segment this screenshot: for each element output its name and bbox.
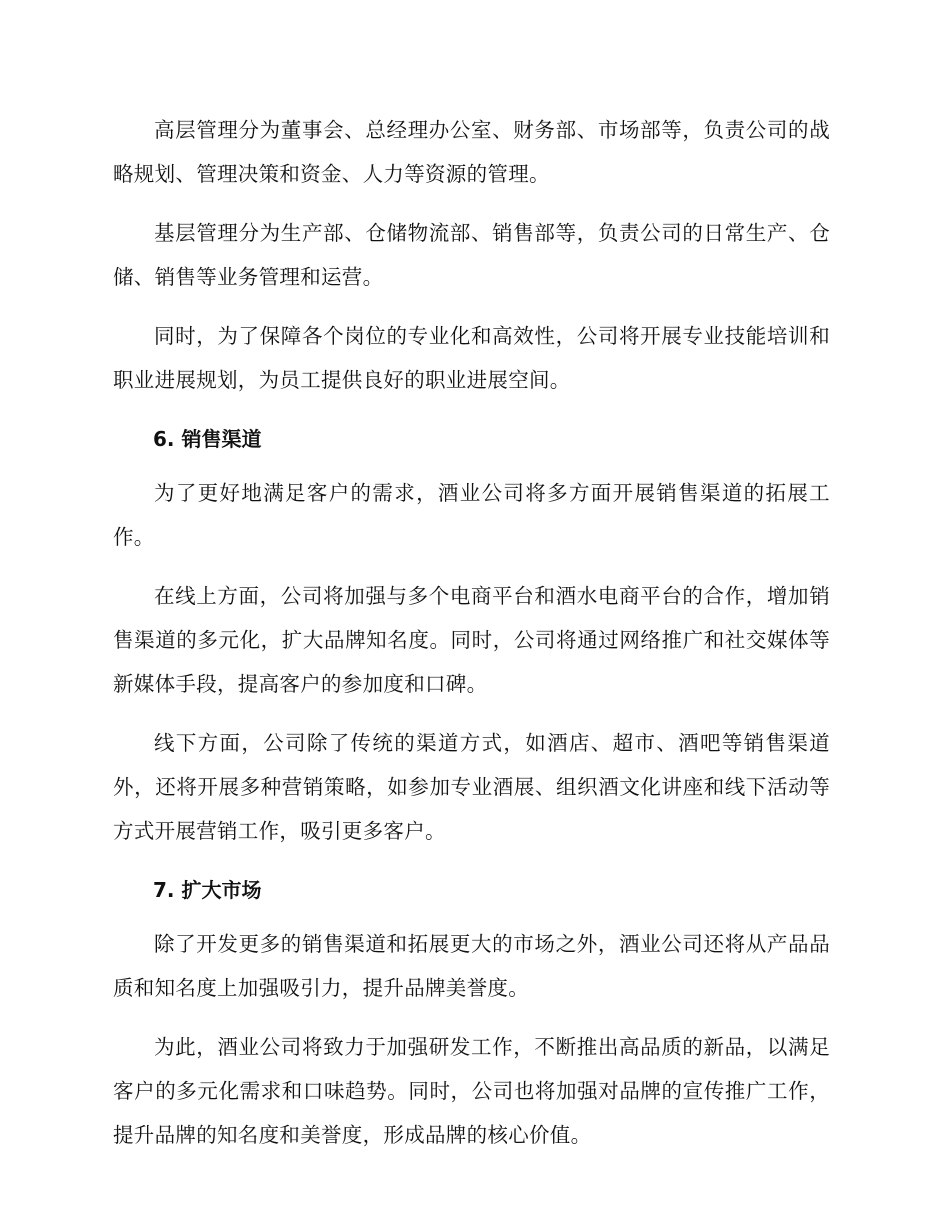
heading-sales-channels: 6. 销售渠道 xyxy=(153,427,262,451)
heading-market-expansion: 7. 扩大市场 xyxy=(153,878,262,902)
paragraph-rnd-branding: 为此，酒业公司将致力于加强研发工作，不断推出高品质的新品，以满足客户的多元化需求和口味趋势。同时，公司也将加强对品牌的宣传推广工作，提升品牌的知名度和美誉度，形成品牌的核心价值。 xyxy=(113,1035,830,1147)
paragraph-offline-channels: 线下方面，公司除了传统的渠道方式，如酒店、超市、酒吧等销售渠道外，还将开展多种营销策略，如参加专业酒展、组织酒文化讲座和线下活动等方式开展营销工作，吸引更多客户。 xyxy=(113,731,830,843)
paragraph-channel-expansion: 为了更好地满足客户的需求，酒业公司将多方面开展销售渠道的拓展工作。 xyxy=(113,481,830,549)
paragraph-senior-management: 高层管理分为董事会、总经理办公室、财务部、市场部等，负责公司的战略规划、管理决策和资金、人力等资源的管理。 xyxy=(113,118,830,186)
paragraph-training: 同时，为了保障各个岗位的专业化和高效性，公司将开展专业技能培训和职业进展规划，为员工提供良好的职业进展空间。 xyxy=(113,324,830,392)
document-page xyxy=(113,108,830,1172)
paragraph-online-channels: 在线上方面，公司将加强与多个电商平台和酒水电商平台的合作，增加销售渠道的多元化，扩大品牌知名度。同时，公司将通过网络推广和社交媒体等新媒体手段，提高客户的参加度和口碑。 xyxy=(113,584,830,696)
paragraph-junior-management: 基层管理分为生产部、仓储物流部、销售部等，负责公司的日常生产、仓储、销售等业务管理和运营。 xyxy=(113,221,830,289)
paragraph-brand-reputation: 除了开发更多的销售渠道和拓展更大的市场之外，酒业公司还将从产品品质和知名度上加强吸引力，提升品牌美誉度。 xyxy=(113,932,830,1000)
